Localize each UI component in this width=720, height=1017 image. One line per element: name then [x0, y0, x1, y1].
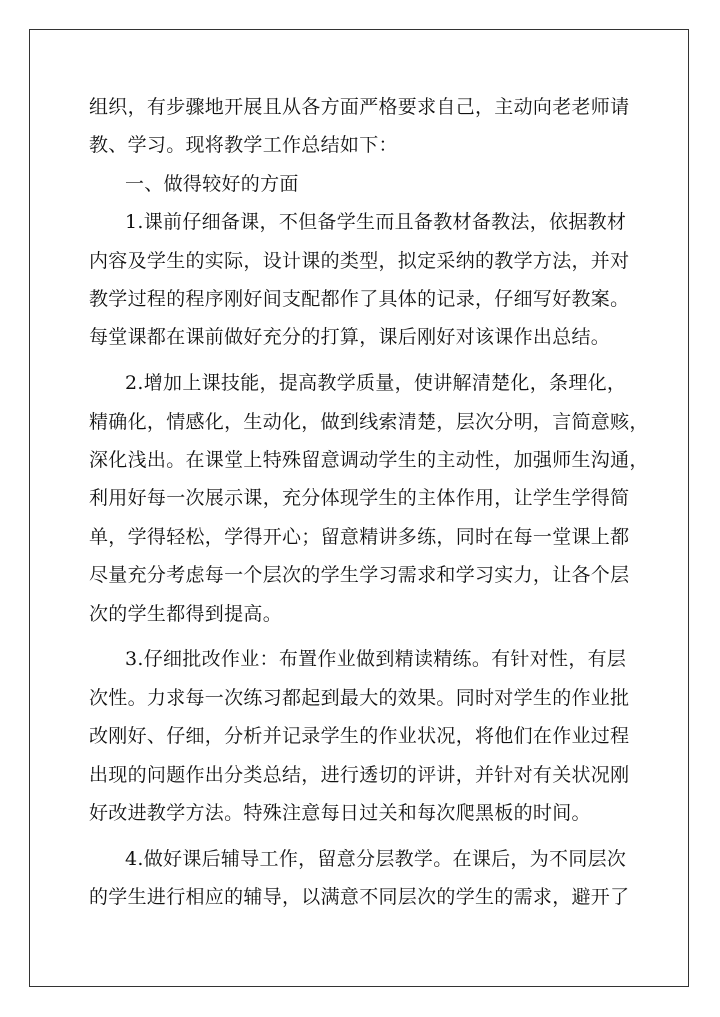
text-line: 改刚好、仔细，分析并记录学生的作业状况，将他们在作业过程 — [89, 725, 630, 748]
text-line: 每堂课都在课前做好充分的打算，课后刚好对该课作出总结。 — [89, 326, 611, 349]
text-line: 次性。力求每一次练习都起到最大的效果。同时对学生的作业批 — [89, 686, 630, 709]
text-line: 的学生进行相应的辅导，以满意不同层次的学生的需求，避开了 — [89, 886, 630, 909]
paragraph-2-start: 2.增加上课技能，提高教学质量，使讲解清楚化，条理化， — [125, 372, 627, 395]
text-line: 次的学生都得到提高。 — [89, 602, 283, 625]
text-line: 尽量充分考虑每一个层次的学生学习需求和学习实力，让各个层 — [89, 564, 630, 587]
text-line: 深化浅出。在课堂上特殊留意调动学生的主动性，加强师生沟通， — [89, 449, 649, 472]
text-line: 单，学得轻松，学得开心；留意精讲多练，同时在每一堂课上都 — [89, 525, 630, 548]
text-line: 组织，有步骤地开展且从各方面严格要求自己，主动向老老师请 — [89, 96, 630, 118]
document-body — [89, 88, 649, 917]
text-line: 内容及学生的实际，设计课的类型，拟定采纳的教学方法，并对 — [89, 249, 630, 272]
text-line: 精确化，情感化，生动化，做到线索清楚，层次分明，言简意赅， — [89, 410, 649, 433]
text-line: 教学过程的程序刚好间支配都作了具体的记录，仔细写好教案。 — [89, 287, 630, 310]
paragraph-4-start: 4.做好课后辅导工作，留意分层教学。在课后，为不同层次 — [125, 847, 627, 870]
paragraph-3-start: 3.仔细批改作业：布置作业做到精读精练。有针对性，有层 — [125, 648, 627, 671]
paragraph-1-start: 1.课前仔细备课，不但备学生而且备教材备教法，依据教材 — [125, 211, 627, 234]
text-line: 出现的问题作出分类总结，进行透切的评讲，并针对有关状况刚 — [89, 763, 630, 786]
section-heading: 一、做得较好的方面 — [125, 172, 299, 195]
text-line: 好改进教学方法。特殊注意每日过关和每次爬黑板的时间。 — [89, 802, 591, 825]
text-line: 利用好每一次展示课，充分体现学生的主体作用，让学生学得简 — [89, 487, 630, 510]
text-line: 教、学习。现将教学工作总结如下： — [89, 134, 398, 157]
